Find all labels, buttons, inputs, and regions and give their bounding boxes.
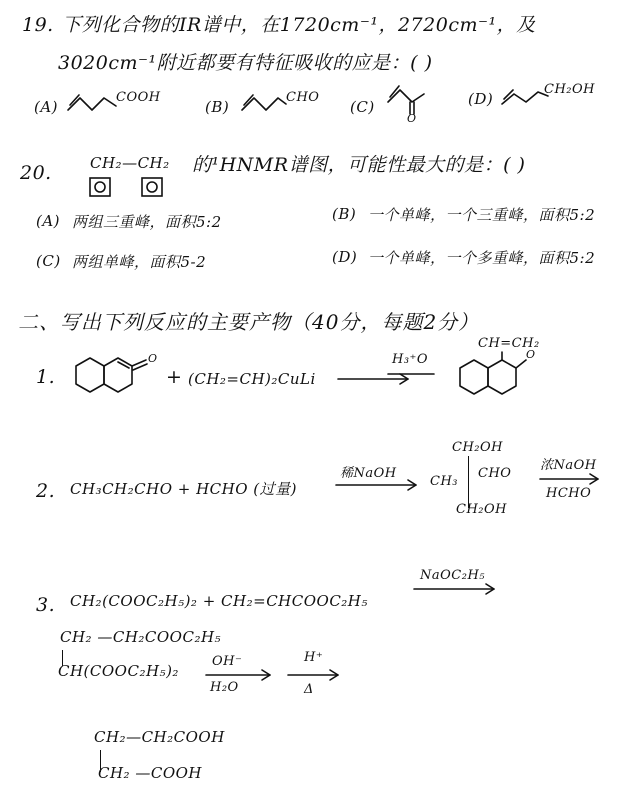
r1-product-vinyl: CH=CH₂	[478, 336, 540, 351]
q20-option-c-text: 两组单峰，面积5-2	[72, 253, 207, 271]
r3-arrow	[412, 582, 502, 596]
r1-product-o: O	[526, 348, 536, 361]
r2-intermediate-methyl: CH₃	[430, 474, 458, 489]
r2-arrow-1	[334, 478, 424, 492]
q20-stem: 的¹HNMR谱图，可能性最大的是：( )	[192, 154, 526, 176]
q19-option-d-label: (D)	[468, 90, 494, 108]
q20-option-b-label: (B)	[332, 205, 357, 223]
r3-intermediate-line1: CH₂ —CH₂COOC₂H₅	[60, 628, 222, 646]
r2-intermediate-top: CH₂OH	[452, 440, 503, 455]
q19-option-b-label: (B)	[205, 98, 230, 116]
r1-condition-underline	[386, 370, 436, 380]
q19-option-d-group: CH₂OH	[544, 82, 595, 97]
q19-option-c-label: (C)	[350, 98, 375, 116]
r1-reactant-o: O	[148, 352, 158, 365]
q20-formula: CH₂—CH₂	[90, 154, 170, 172]
q19-option-c-group: O	[407, 112, 417, 125]
q20-option-c-label: (C)	[36, 252, 61, 270]
r1-condition: H₃⁺O	[392, 352, 429, 367]
q20-option-a-text: 两组三重峰，面积5:2	[72, 213, 222, 231]
q20-phenyl-rings	[88, 176, 178, 202]
r3-intermediate-line2: CH(COOC₂H₅)₂	[58, 662, 179, 680]
r2-condition-1: 稀NaOH	[340, 466, 397, 481]
r3-product-line2: CH₂ —COOH	[98, 764, 202, 782]
r2-intermediate-cho: CHO	[478, 466, 512, 481]
r3-reactants: CH₂(COOC₂H₅)₂ + CH₂=CHCOOC₂H₅	[70, 592, 368, 610]
q20-option-a-label: (A)	[36, 212, 61, 230]
r3-step2-bottom: Δ	[304, 682, 314, 697]
r2-condition-2-top: 浓NaOH	[540, 458, 597, 473]
section-2-heading: 二、写出下列反应的主要产物（40分，每题2分）	[18, 310, 480, 334]
q20-option-d-label: (D)	[332, 248, 358, 266]
r3-step1-bottom: H₂O	[210, 680, 239, 695]
q19-option-b-group: CHO	[286, 90, 320, 105]
r2-intermediate-bottom: CH₂OH	[456, 502, 507, 517]
q19-option-c-structure	[386, 84, 456, 124]
r3-step2-arrow	[286, 668, 346, 682]
r1-reagent: (CH₂=CH)₂CuLi	[188, 370, 316, 388]
q19-option-a-label: (A)	[34, 98, 59, 116]
q20-option-d-text: 一个单峰，一个多重峰，面积5:2	[368, 249, 596, 267]
r2-intermediate-bond	[468, 456, 469, 508]
q19-stem-line2: 3020cm⁻¹附近都要有特征吸收的应是：( )	[58, 52, 433, 74]
r3-number: 3.	[36, 594, 56, 616]
q19-option-a-group: COOH	[116, 90, 161, 105]
r3-step1-top: OH⁻	[212, 654, 243, 669]
r3-condition: NaOC₂H₅	[420, 568, 485, 583]
r3-product-line1: CH₂—CH₂COOH	[94, 728, 225, 746]
r1-product-structure	[454, 352, 554, 412]
r2-condition-2-bottom: HCHO	[546, 486, 592, 501]
r2-arrow-2	[538, 472, 608, 486]
r1-plus: +	[166, 366, 183, 388]
r2-number: 2.	[36, 480, 56, 502]
r2-reactants: CH₃CH₂CHO + HCHO (过量)	[70, 480, 298, 498]
q20-option-b-text: 一个单峰，一个三重峰，面积5:2	[368, 206, 596, 224]
r1-number: 1.	[36, 366, 56, 388]
r3-step2-top: H⁺	[304, 650, 324, 665]
q19-stem-line1: 下列化合物的IR谱中，在1720cm⁻¹，2720cm⁻¹，及	[62, 14, 536, 36]
q19-number: 19.	[22, 14, 54, 36]
q20-number: 20.	[20, 162, 52, 184]
